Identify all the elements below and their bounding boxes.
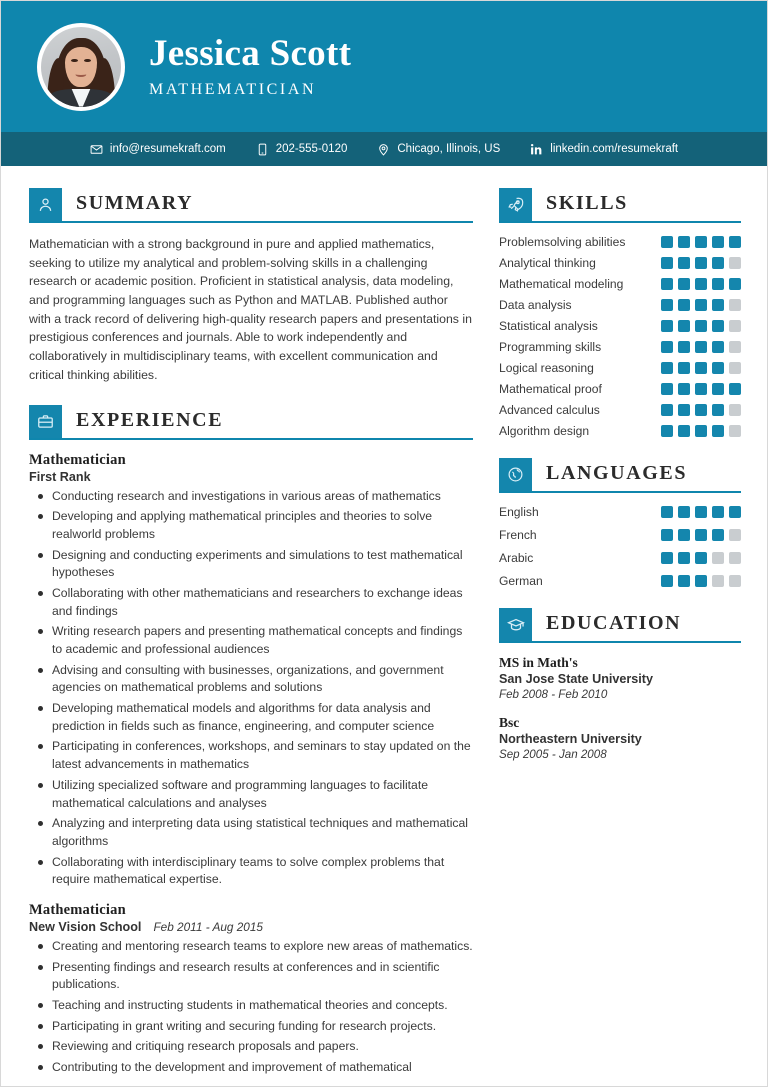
page-title: Jessica Scott: [149, 33, 352, 75]
rating-dot: [712, 236, 724, 248]
experience-bullet: Collaborating with other mathematicians and researchers to exchange ideas and findings: [29, 585, 473, 620]
rating-dots: [661, 404, 741, 416]
rating-dot: [712, 383, 724, 395]
profile-photo: [41, 27, 121, 107]
location-pin-icon: [377, 143, 390, 156]
experience-bullet: Advising and consulting with businesses, organizations, and government agencies on mathematical problems and solutions: [29, 662, 473, 697]
contact-email[interactable]: [90, 143, 226, 156]
rating-dot: [729, 278, 741, 290]
rating-dot: [661, 320, 673, 332]
rating-dot: [712, 341, 724, 353]
rating-dot: [661, 529, 673, 541]
education-title: EDUCATION: [546, 612, 682, 634]
header-text: [149, 34, 351, 99]
experience-bullet: Collaborating with interdisciplinary teams to solve complex problems that require mathematical expertise.: [29, 854, 473, 889]
rating-dots: [661, 425, 741, 437]
rating-dot: [712, 552, 724, 564]
skill-row: [499, 340, 741, 354]
rating-dot: [678, 575, 690, 587]
job-dates: Feb 2011 - Aug 2015: [153, 919, 263, 934]
contact-linkedin[interactable]: [530, 143, 678, 156]
languages-title: LANGUAGES: [546, 462, 688, 484]
education-school: San Jose State University: [499, 672, 653, 686]
rating-dots: [661, 552, 741, 564]
rating-dots: [661, 362, 741, 374]
rating-dot: [712, 278, 724, 290]
right-column: [499, 188, 741, 1087]
rating-dot: [678, 404, 690, 416]
rating-dots: [661, 299, 741, 311]
skill-label: Algorithm design: [499, 424, 590, 438]
rating-dot: [661, 575, 673, 587]
education-list: [499, 655, 741, 761]
languages-list: [499, 505, 741, 588]
section-education: [499, 608, 741, 761]
job-title: Mathematician: [29, 451, 126, 468]
education-section-header: [499, 608, 741, 643]
skill-row: [499, 256, 741, 270]
experience-bullet: Conducting research and investigations in various areas of mathematics: [29, 488, 473, 506]
summary-text: Mathematician with a strong background in pure and applied mathematics, seeking to utilize my analytical and problem-solving skills in a challenging research or academic position. Proficient in statistical analysis, data modeling, and programming languages such as Python and MATLAB. Published author with a track record of delivering high-quality research papers and presentations in prestigious conferences and journals. Able to work independently and collaboratively in multidisciplinary teams, with excellent communication and critical thinking abilities.: [29, 237, 472, 382]
skill-label: Analytical thinking: [499, 256, 596, 270]
experience-item: [29, 902, 473, 1077]
rating-dot: [661, 299, 673, 311]
graduation-cap-icon: [499, 608, 532, 641]
experience-bullet: Creating and mentoring research teams to explore new areas of mathematics.: [29, 938, 473, 956]
rating-dot: [661, 383, 673, 395]
education-dates: Feb 2008 - Feb 2010: [499, 688, 608, 701]
rating-dot: [678, 341, 690, 353]
rating-dot: [712, 257, 724, 269]
skill-label: Statistical analysis: [499, 319, 598, 333]
contact-email-text: info@resumekraft.com: [109, 143, 226, 155]
rating-dot: [661, 425, 673, 437]
rating-dots: [661, 257, 741, 269]
rating-dots: [661, 341, 741, 353]
rating-dot: [695, 362, 707, 374]
rating-dot: [678, 278, 690, 290]
skill-row: [499, 403, 741, 417]
contact-location-text: Chicago, Illinois, US: [397, 143, 501, 155]
section-summary: [29, 188, 473, 385]
job-title: Mathematician: [29, 901, 126, 918]
contact-linkedin-text: linkedin.com/resumekraft: [550, 143, 679, 155]
skill-row: [499, 277, 741, 291]
rating-dot: [712, 575, 724, 587]
photo-face: [65, 47, 97, 87]
rating-dot: [729, 425, 741, 437]
rating-dot: [729, 299, 741, 311]
rating-dots: [661, 529, 741, 541]
job-role-subtitle: MATHEMATICIAN: [149, 80, 317, 98]
phone-icon: [256, 143, 269, 156]
skill-label: Logical reasoning: [499, 361, 594, 375]
rating-dot: [695, 404, 707, 416]
rating-dot: [729, 320, 741, 332]
skill-row: [499, 424, 741, 438]
experience-bullet-list: [29, 938, 473, 1077]
experience-bullet: Writing research papers and presenting mathematical concepts and findings to academic and professional audiences: [29, 623, 473, 658]
rating-dot: [712, 320, 724, 332]
skill-row: [499, 361, 741, 375]
rating-dot: [695, 341, 707, 353]
contact-phone[interactable]: [256, 143, 348, 156]
rating-dots: [661, 383, 741, 395]
rating-dots: [661, 506, 741, 518]
rating-dot: [729, 236, 741, 248]
person-icon: [29, 188, 62, 221]
resume-body: [1, 166, 767, 1087]
contact-phone-text: 202-555-0120: [275, 143, 348, 155]
rating-dot: [712, 506, 724, 518]
rating-dot: [712, 425, 724, 437]
skill-label: Problemsolving abilities: [499, 235, 626, 249]
rating-dot: [695, 425, 707, 437]
rating-dot: [678, 383, 690, 395]
skills-section-header: [499, 188, 741, 223]
experience-bullet: Contributing to the development and improvement of mathematical: [29, 1059, 473, 1077]
language-label: Arabic: [499, 551, 534, 565]
rating-dot: [661, 257, 673, 269]
rating-dot: [729, 383, 741, 395]
skill-row: [499, 319, 741, 333]
rating-dot: [678, 425, 690, 437]
rating-dot: [661, 278, 673, 290]
languages-section-header: [499, 458, 741, 493]
education-item: [499, 715, 741, 761]
experience-section-header: [29, 405, 473, 440]
skill-label: Programming skills: [499, 340, 602, 354]
rating-dot: [729, 575, 741, 587]
rating-dot: [678, 257, 690, 269]
rating-dots: [661, 236, 741, 248]
experience-list: [29, 452, 473, 1077]
skills-title: SKILLS: [546, 192, 628, 214]
resume-header: [1, 1, 767, 132]
rating-dot: [695, 236, 707, 248]
contact-location[interactable]: [377, 143, 500, 156]
job-meta: [29, 920, 473, 934]
left-column: [29, 188, 473, 1087]
rating-dot: [729, 362, 741, 374]
skill-row: [499, 235, 741, 249]
rating-dot: [695, 278, 707, 290]
job-company: New Vision School: [29, 919, 142, 934]
education-degree: MS in Math's: [499, 655, 578, 670]
rating-dot: [661, 552, 673, 564]
rating-dot: [678, 529, 690, 541]
linkedin-icon: [530, 143, 543, 156]
skill-label: Data analysis: [499, 298, 572, 312]
section-languages: [499, 458, 741, 588]
language-row: [499, 505, 741, 519]
envelope-icon: [90, 143, 103, 156]
rating-dot: [661, 362, 673, 374]
avatar: [37, 23, 125, 111]
rating-dots: [661, 320, 741, 332]
rating-dot: [678, 506, 690, 518]
skill-row: [499, 382, 741, 396]
experience-bullet: Utilizing specialized software and programming languages to facilitate mathematical calculations and analyses: [29, 777, 473, 812]
summary-section-header: [29, 188, 473, 223]
photo-torso: [50, 89, 112, 107]
education-item: [499, 655, 741, 701]
rating-dot: [695, 506, 707, 518]
skill-label: Mathematical modeling: [499, 277, 624, 291]
rating-dot: [695, 529, 707, 541]
photo-smile: [75, 71, 86, 77]
rating-dot: [712, 299, 724, 311]
experience-bullet: Designing and conducting experiments and simulations to test mathematical hypotheses: [29, 547, 473, 582]
skill-label: Mathematical proof: [499, 382, 602, 396]
language-label: English: [499, 505, 539, 519]
experience-bullet: Developing and applying mathematical principles and theories to solve realworld problems: [29, 508, 473, 543]
briefcase-icon: [29, 405, 62, 438]
experience-bullet: Participating in grant writing and securing funding for research projects.: [29, 1018, 473, 1036]
contact-bar: [1, 132, 767, 166]
rating-dot: [712, 529, 724, 541]
experience-bullet: Developing mathematical models and algorithms for data analysis and prediction in fields such as finance, engineering, and computer science: [29, 700, 473, 735]
summary-title: SUMMARY: [76, 192, 194, 214]
rating-dot: [695, 552, 707, 564]
rating-dot: [678, 320, 690, 332]
language-row: [499, 528, 741, 542]
rating-dot: [695, 383, 707, 395]
education-school: Northeastern University: [499, 732, 642, 746]
education-dates: Sep 2005 - Jan 2008: [499, 748, 607, 761]
rating-dot: [695, 257, 707, 269]
rating-dot: [729, 529, 741, 541]
language-label: French: [499, 528, 537, 542]
rating-dot: [729, 257, 741, 269]
rating-dot: [661, 341, 673, 353]
language-row: [499, 551, 741, 565]
section-experience: [29, 405, 473, 1077]
experience-bullet: Analyzing and interpreting data using statistical techniques and mathematical algorithms: [29, 815, 473, 850]
education-degree: Bsc: [499, 715, 520, 730]
experience-bullet: Reviewing and critiquing research proposals and papers.: [29, 1038, 473, 1056]
rating-dot: [729, 506, 741, 518]
rating-dot: [695, 320, 707, 332]
experience-bullet-list: [29, 488, 473, 889]
rating-dot: [661, 404, 673, 416]
rating-dot: [678, 236, 690, 248]
skill-label: Advanced calculus: [499, 403, 600, 417]
photo-eye-left: [71, 59, 78, 63]
rating-dot: [678, 299, 690, 311]
rating-dot: [661, 236, 673, 248]
rating-dot: [712, 362, 724, 374]
rocket-icon: [499, 188, 532, 221]
experience-bullet: Presenting findings and research results at conferences and in scientific publications.: [29, 959, 473, 994]
language-row: [499, 574, 741, 588]
rating-dot: [712, 404, 724, 416]
experience-bullet: Teaching and instructing students in mathematical theories and concepts.: [29, 997, 473, 1015]
skills-list: [499, 235, 741, 438]
rating-dot: [695, 575, 707, 587]
rating-dots: [661, 575, 741, 587]
experience-bullet: Participating in conferences, workshops, and seminars to stay updated on the latest advancements in mathematics: [29, 738, 473, 773]
rating-dot: [695, 299, 707, 311]
section-skills: [499, 188, 741, 438]
experience-title: EXPERIENCE: [76, 408, 224, 431]
language-label: German: [499, 574, 543, 588]
rating-dot: [661, 506, 673, 518]
rating-dot: [729, 552, 741, 564]
rating-dot: [678, 362, 690, 374]
job-meta: [29, 470, 473, 484]
job-company: First Rank: [29, 469, 91, 484]
experience-item: [29, 452, 473, 889]
globe-icon: [499, 458, 532, 491]
rating-dot: [678, 552, 690, 564]
rating-dots: [661, 278, 741, 290]
rating-dot: [729, 341, 741, 353]
skill-row: [499, 298, 741, 312]
rating-dot: [729, 404, 741, 416]
